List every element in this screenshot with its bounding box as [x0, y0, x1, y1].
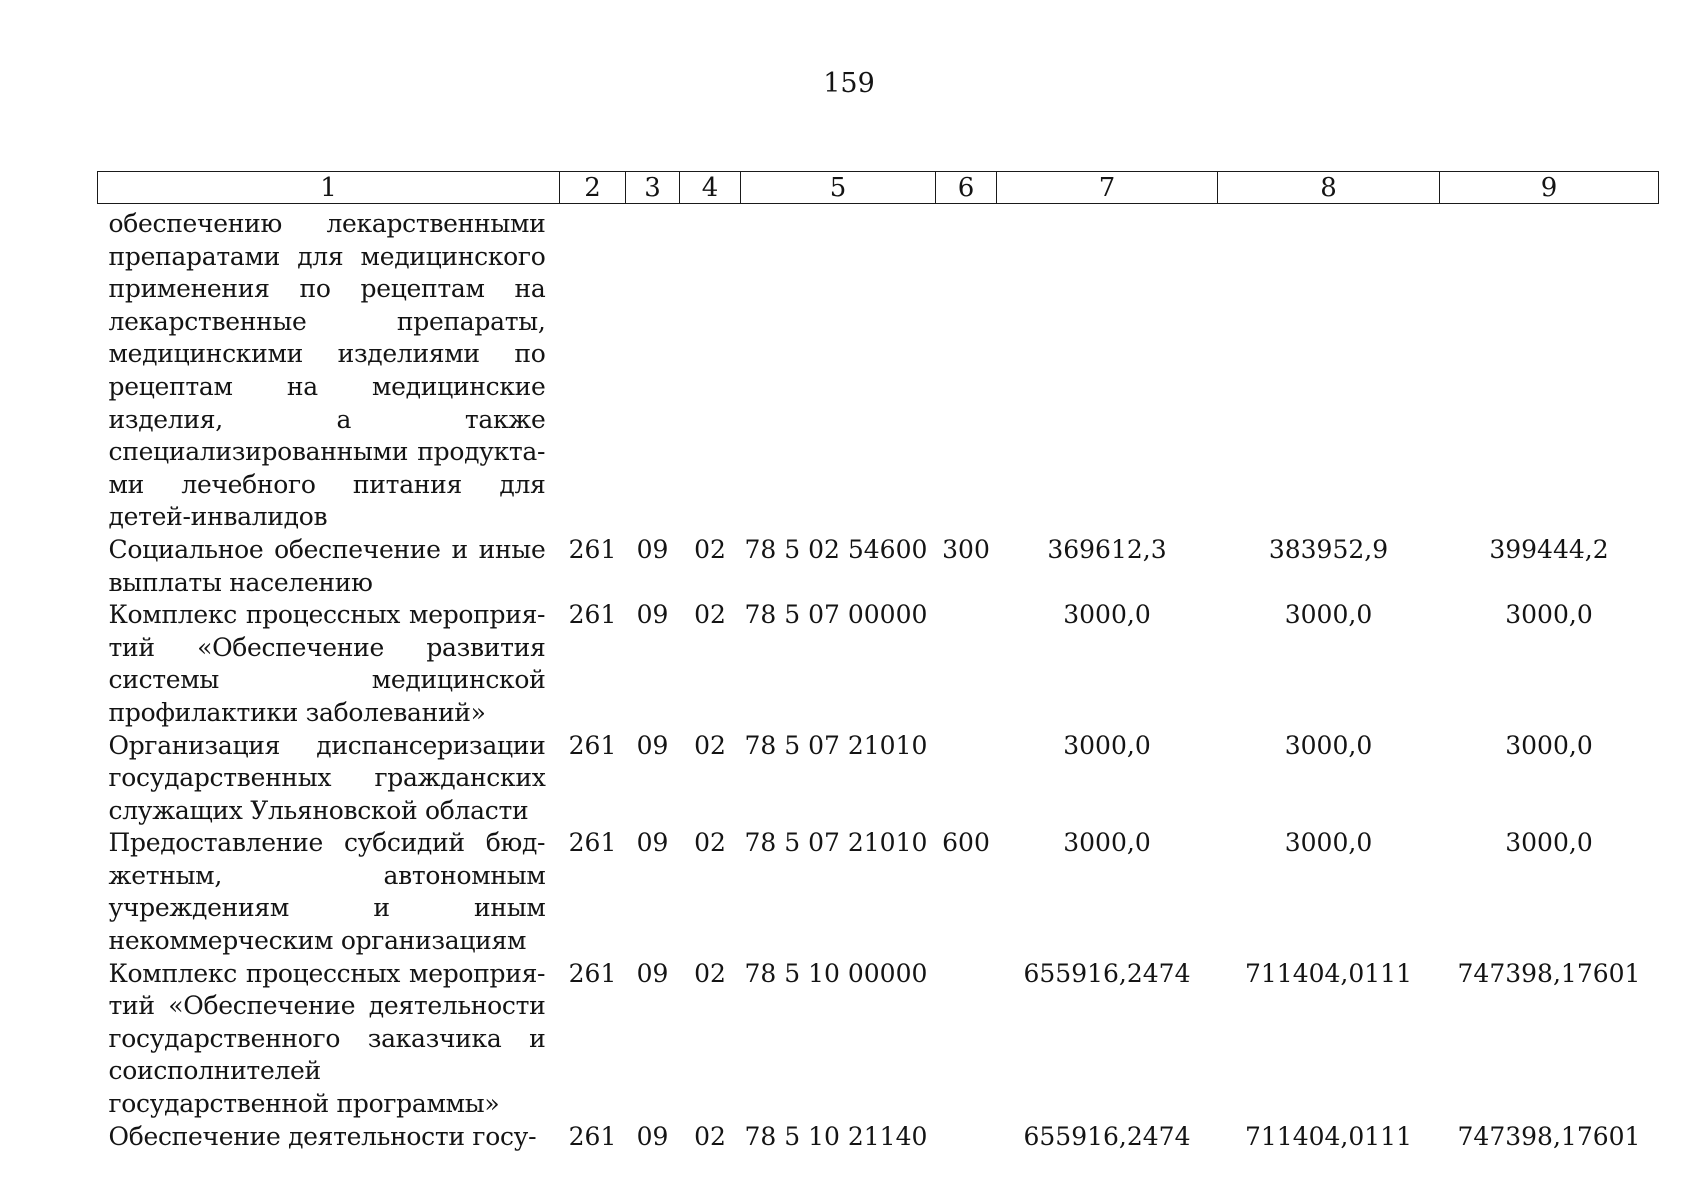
cell-col9: 747398,17601: [1457, 958, 1641, 988]
table-row: [98, 730, 1659, 828]
table-header-row: [98, 172, 1659, 204]
cell-col7: 655916,2474: [1023, 958, 1191, 988]
row-name: Комплекс процессных мероприятий «Обеспечение развития системы медицинской профилактики заболеваний»: [108, 600, 546, 727]
cell-col5: 78 5 07 21010: [744, 730, 928, 760]
table-row: [98, 599, 1659, 729]
column-header: 8: [1218, 172, 1440, 204]
column-header: 2: [560, 172, 626, 204]
cell-col3: 09: [636, 1121, 669, 1151]
cell-col8: 711404,0111: [1244, 1121, 1412, 1151]
cell-col6: [936, 204, 997, 534]
table-row: [98, 1121, 1659, 1154]
table-row: [98, 958, 1659, 1121]
page-number: 159: [823, 68, 875, 99]
cell-col8: 383952,9: [1268, 534, 1389, 564]
cell-col2: 261: [568, 730, 617, 760]
cell-col4: 02: [694, 534, 726, 564]
cell-col7: 3000,0: [1063, 730, 1151, 760]
cell-col5: 78 5 02 54600: [744, 534, 928, 564]
cell-col5: 78 5 10 21140: [744, 1121, 928, 1151]
row-name: обеспечению лекарственными препаратами для медицинского применения по рецептам на лекарственные препараты, медицинскими изделиями по рецептам на медицинские изделия, а также специализированными продуктами лечебного питания для детей-инвалидов: [108, 209, 546, 532]
cell-col6: [936, 730, 997, 828]
column-header: 6: [936, 172, 997, 204]
cell-col5: [741, 204, 936, 534]
table-row: [98, 534, 1659, 599]
cell-col6: [936, 1121, 997, 1154]
cell-col7: 369612,3: [1047, 534, 1167, 564]
cell-col9: 3000,0: [1505, 730, 1593, 760]
column-header: 1: [98, 172, 560, 204]
cell-col3: 09: [636, 828, 669, 858]
cell-col3: 09: [636, 958, 669, 988]
cell-col2: 261: [568, 1121, 617, 1151]
row-name: Организация диспансеризации государственных гражданских служащих Ульяновской области: [108, 730, 546, 825]
cell-col2: 261: [568, 600, 617, 630]
cell-col4: 02: [694, 958, 726, 988]
cell-col2: [560, 204, 626, 534]
row-name: Обеспечение деятельности госу-: [108, 1121, 537, 1151]
cell-col9: [1440, 204, 1659, 534]
cell-col8: 711404,0111: [1244, 958, 1412, 988]
cell-col2: 261: [568, 958, 617, 988]
cell-col6: [936, 599, 997, 729]
table-row: [98, 204, 1659, 534]
cell-col3: [626, 204, 680, 534]
cell-col3: 09: [636, 534, 669, 564]
cell-col8: 3000,0: [1284, 828, 1373, 858]
cell-col9: 3000,0: [1505, 600, 1593, 630]
cell-col3: 09: [636, 730, 669, 760]
cell-col9: 747398,17601: [1457, 1121, 1641, 1151]
cell-col7: 3000,0: [1063, 828, 1151, 858]
cell-col2: 261: [568, 828, 617, 858]
cell-col5: 78 5 07 21010: [744, 828, 928, 858]
cell-col6: 300: [942, 534, 990, 564]
cell-col9: 399444,2: [1489, 534, 1609, 564]
column-header: 7: [997, 172, 1218, 204]
cell-col6: [936, 958, 997, 1121]
row-name: Предоставление субсидий бюджетным, автономным учреждениям и иным некоммерческим организациям: [108, 828, 546, 956]
cell-col5: 78 5 07 00000: [744, 600, 928, 630]
column-header: 3: [626, 172, 680, 204]
cell-col4: 02: [694, 730, 726, 760]
row-name: Комплекс процессных мероприятий «Обеспечение деятельности государственного заказчика и соисполнителей государственной программы»: [108, 958, 546, 1119]
cell-col8: [1218, 204, 1440, 534]
cell-col4: 02: [694, 828, 726, 858]
cell-col4: 02: [694, 600, 726, 630]
cell-col7: 655916,2474: [1023, 1121, 1191, 1151]
table-row: [98, 827, 1659, 957]
cell-col8: 3000,0: [1284, 730, 1373, 760]
cell-col9: 3000,0: [1505, 828, 1593, 858]
cell-col3: 09: [636, 600, 669, 630]
cell-col5: 78 5 10 00000: [744, 958, 928, 988]
cell-col4: 02: [694, 1121, 726, 1151]
row-name: Социальное обеспечение и иные выплаты населению: [108, 534, 546, 597]
budget-table: [97, 171, 1659, 1153]
column-header: 4: [680, 172, 741, 204]
column-header: 9: [1440, 172, 1659, 204]
cell-col6: 600: [942, 828, 990, 858]
column-header: 5: [741, 172, 936, 204]
cell-col4: [680, 204, 741, 534]
cell-col7: [997, 204, 1218, 534]
cell-col8: 3000,0: [1284, 600, 1373, 630]
cell-col7: 3000,0: [1063, 600, 1151, 630]
cell-col2: 261: [568, 534, 617, 564]
